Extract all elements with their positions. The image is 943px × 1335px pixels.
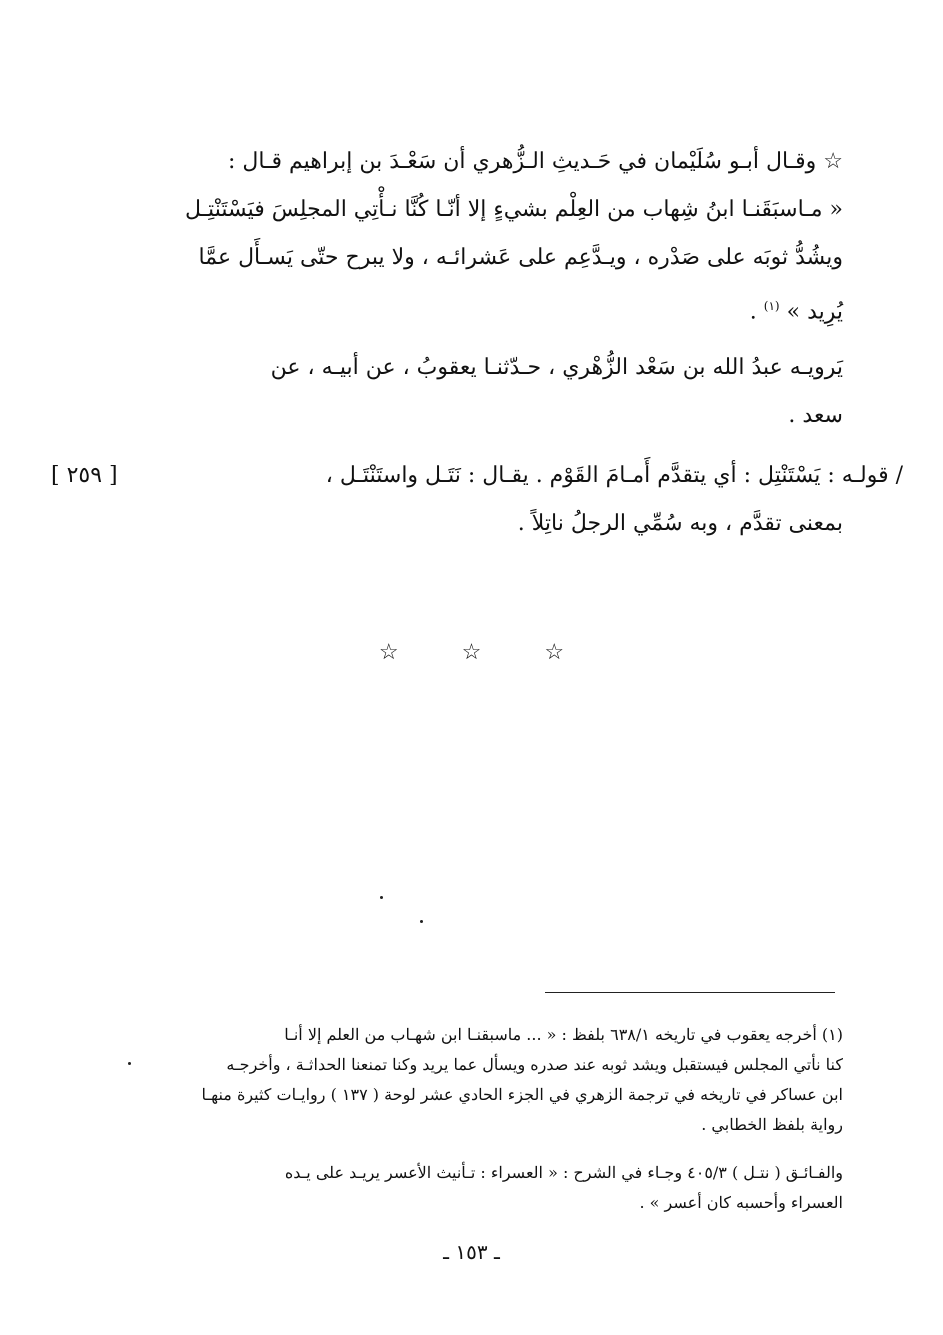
text-line: ويشُدُّ ثوبَه على صَدْره ، ويـدَّعِم على عَشرائـه ، ولا يبرح حتّى يَسـأَل عمَّا	[198, 245, 843, 270]
page-number: ـ ١٥٣ ـ	[443, 1240, 500, 1264]
text-fragment: يُرِيد »	[786, 299, 843, 325]
text-line: ☆ وقـال أبـو سُلَيْمان في حَـديثِ الـزُّهري أن سَعْـدَ بن إبراهيم قـال :	[227, 149, 843, 174]
footnote-line: والفـائـق ( نتـل ) ٤٠٥/٣ وجـاء في الشرح : « العسراء : تـأنيث الأعسر يريـد على يـده	[284, 1163, 843, 1182]
text-line: بمعنى تقدَّم ، وبه سُمِّي الرجلُ ناتِلاً .	[517, 511, 843, 536]
text-line	[100, 282, 843, 336]
scan-speck	[420, 920, 423, 923]
footnote-line: ابن عساكر في تاريخه في ترجمة الزهري في الجزء الحادي عشر لوحة ( ١٣٧ ) روايـات كثيرة منهـا	[201, 1085, 843, 1104]
paragraph-gloss	[51, 452, 903, 548]
text-line: يَرويـه عبدُ الله بن سَعْد الزُّهْري ، حـدّثنـا يعقوبُ ، عن أبيـه ، عن	[270, 355, 843, 380]
text-line	[51, 452, 903, 500]
text-fragment: / قولـه : يَسْتَنْتِل : أي يتقدَّم أَمـامَ القَوْم . يقـال : نَتَـل واستَنْتَـل ،	[325, 463, 903, 488]
footnote-line: كنا نأتي المجلس فيستقبل ويشد ثوبه عند صدره ويسأل عما يريد وكنا تمنعنا الحداثـة ، وأخرجـه	[226, 1055, 843, 1074]
footnote-1	[100, 1020, 843, 1140]
text-line: « مـاسبَقَنـا ابنُ شِهاب من العِلْم بشيءٍ إلا أنّـا كُنَّا نـأْتِي المجلِسَ فيَسْتَنْتِـل	[184, 197, 843, 222]
scan-speck	[380, 896, 383, 899]
footnote-line: العسراء وأحسبه كان أعسر » .	[639, 1193, 843, 1212]
page-reference: [ ٢٥٩ ]	[51, 463, 118, 488]
paragraph-hadith	[100, 138, 843, 336]
text-fragment: .	[749, 299, 757, 325]
footnote-line: رواية بلفظ الخطابي .	[701, 1115, 843, 1134]
text-line: سعد .	[788, 403, 843, 428]
paragraph-isnad	[100, 344, 843, 440]
footnote-2	[100, 1158, 843, 1218]
star-icon: ☆	[544, 640, 565, 665]
star-icon: ☆	[378, 640, 399, 665]
section-separator	[0, 640, 943, 665]
footnote-line: (١) أخرجه يعقوب في تاريخه ٦٣٨/١ بلفظ : « ... ماسبقنـا ابن شهـاب من العلم إلا أنـا	[284, 1025, 843, 1044]
star-icon: ☆	[461, 640, 482, 665]
footnote-marker[interactable]: (١)	[763, 299, 780, 313]
footnote-divider	[545, 992, 835, 993]
